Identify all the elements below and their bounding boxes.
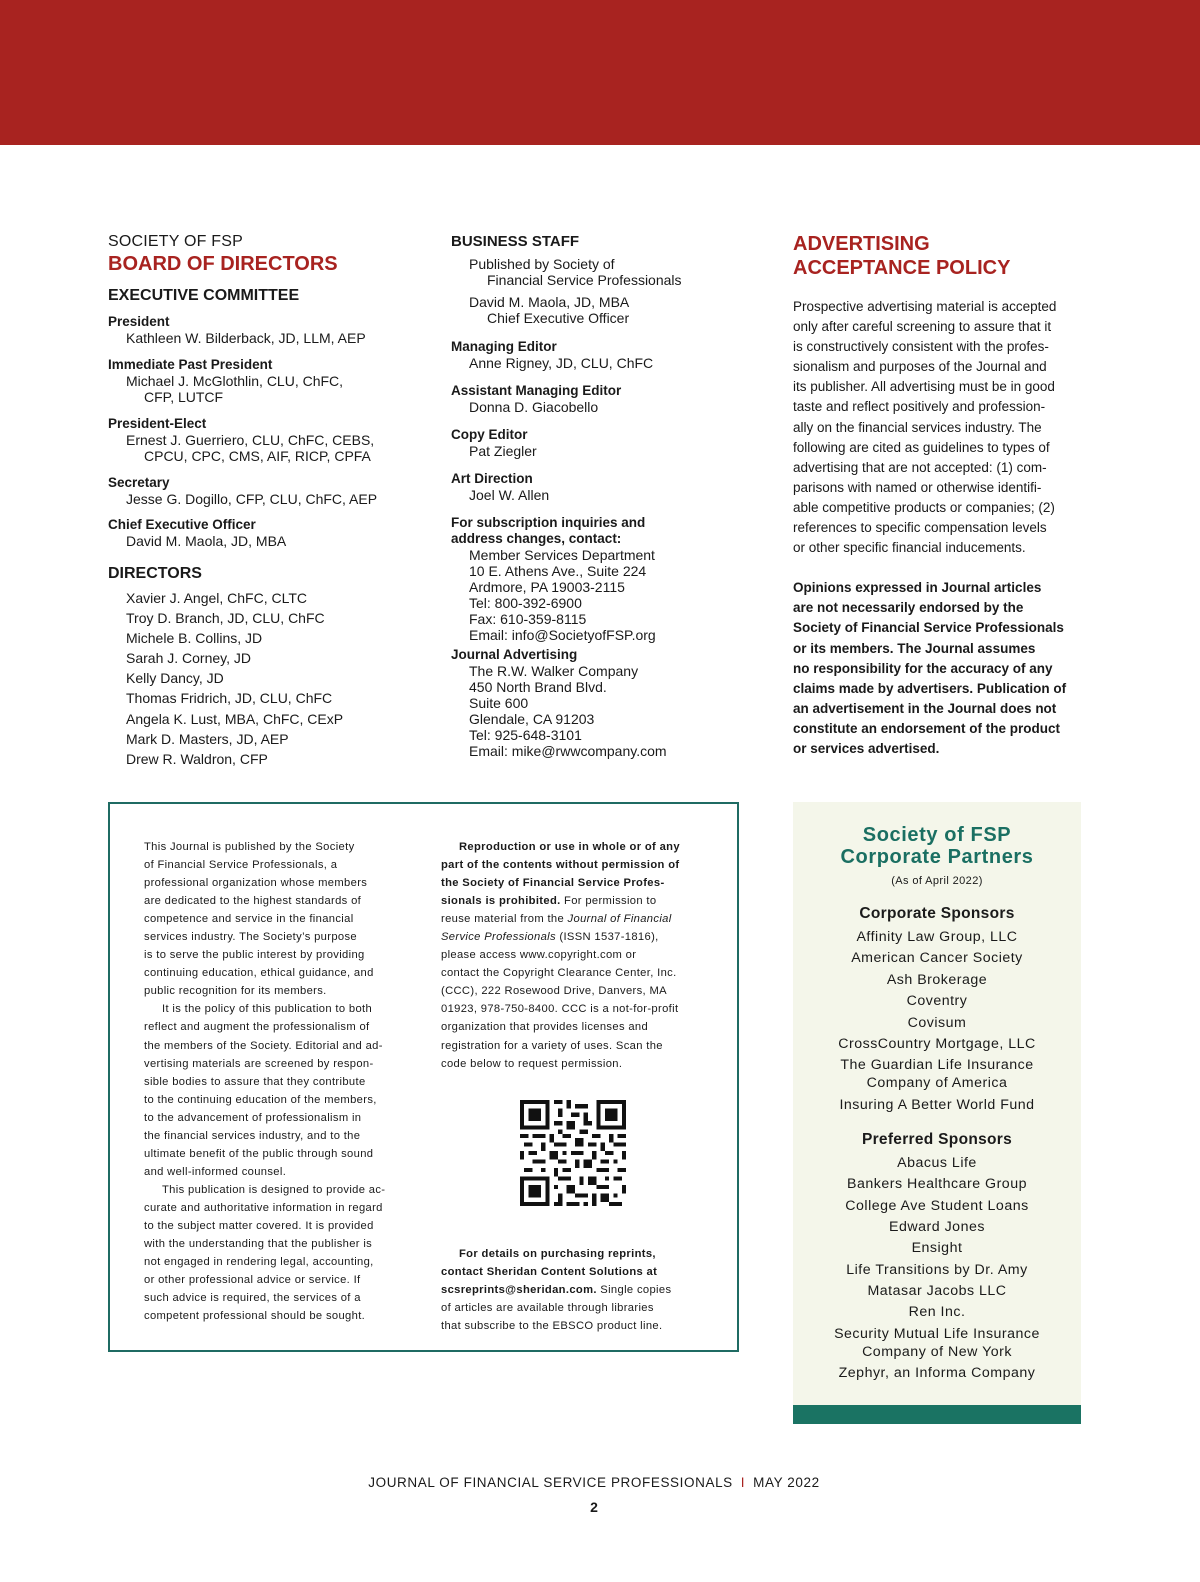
exec-committee-heading: EXECUTIVE COMMITTEE bbox=[108, 287, 300, 304]
partners-footer-bar bbox=[793, 1405, 1081, 1424]
advertising-policy-title: ACCEPTANCE POLICY bbox=[793, 257, 1011, 279]
sponsor-name: American Cancer Society bbox=[851, 950, 1023, 967]
sponsor-name: Bankers Healthcare Group bbox=[847, 1176, 1027, 1193]
notice-right-column bbox=[441, 838, 709, 1335]
reprints-line: that subscribe to the EBSCO product line. bbox=[441, 1319, 663, 1332]
advertising-contact-heading: Journal Advertising bbox=[451, 647, 578, 662]
subscription-line: Fax: 610-359-8115 bbox=[469, 611, 587, 627]
advertising-contact-line: Glendale, CA 91203 bbox=[469, 711, 595, 727]
policy-line: ally on the financial services industry. The bbox=[793, 419, 1042, 435]
notice-line: to the advancement of professionalism in bbox=[144, 1111, 362, 1124]
policy-line: or other specific financial inducements. bbox=[793, 540, 1026, 556]
notice-line: not engaged in rendering legal, accounting, bbox=[144, 1256, 374, 1269]
subscription-line: Ardmore, PA 19003-2115 bbox=[469, 579, 625, 595]
page-number: 2 bbox=[590, 1499, 598, 1515]
sponsor-name: Ash Brokerage bbox=[886, 971, 988, 988]
journal-title-italic: Journal of Financial bbox=[567, 913, 672, 926]
notice-line: competence and service in the financial bbox=[144, 913, 354, 926]
sponsor-name: College Ave Student Loans bbox=[845, 1197, 1029, 1214]
reproduction-text: reuse material from the bbox=[441, 913, 568, 926]
notice-line: to the continuing education of the members, bbox=[144, 1093, 377, 1106]
policy-line: sionalism and purposes of the Journal and bbox=[793, 359, 1047, 375]
notice-line: This Journal is published by the Society bbox=[144, 841, 355, 853]
copy-editor-name: Pat Ziegler bbox=[469, 443, 537, 459]
sponsor-name: CrossCountry Mortgage, LLC bbox=[838, 1035, 1036, 1052]
reprints-info bbox=[441, 1245, 709, 1335]
reproduction-line: organization that provides licenses and bbox=[441, 1021, 649, 1034]
exec-person: David M. Maola, JD, MBA bbox=[126, 533, 287, 549]
director-name: Sarah J. Corney, JD bbox=[126, 650, 252, 667]
notice-line: reflect and augment the professionalism of bbox=[144, 1021, 370, 1034]
notice-line: competent professional should be sought. bbox=[144, 1310, 366, 1323]
partners-as-of: (As of April 2022) bbox=[891, 875, 983, 887]
notice-line: professional organization whose members bbox=[144, 877, 368, 890]
exec-list bbox=[108, 314, 438, 550]
preferred-sponsors-heading: Preferred Sponsors bbox=[861, 1130, 1013, 1148]
disclaimer-line: an advertisement in the Journal does not bbox=[793, 700, 1057, 716]
exec-member bbox=[108, 357, 438, 406]
advertising-policy-section bbox=[793, 232, 1085, 759]
policy-line: only after careful screening to assure that it bbox=[793, 319, 1052, 335]
notice-line: It is the policy of this publication to both bbox=[162, 1003, 373, 1016]
issue-date: MAY 2022 bbox=[753, 1475, 820, 1490]
notice-line: such advice is required, the services of a bbox=[144, 1292, 361, 1305]
exec-person: Jesse G. Dogillo, CFP, CLU, ChFC, AEP bbox=[126, 490, 378, 507]
directors-heading: DIRECTORS bbox=[108, 564, 202, 582]
exec-role: Chief Executive Officer bbox=[108, 517, 256, 532]
art-direction-name: Joel W. Allen bbox=[469, 487, 550, 503]
director-name: Xavier J. Angel, ChFC, CLTC bbox=[126, 589, 308, 606]
reprints-text: Single copies bbox=[596, 1283, 672, 1296]
disclaimer-line: Society of Financial Service Professionals bbox=[793, 620, 1064, 636]
directors-list bbox=[108, 590, 438, 768]
page-footer bbox=[0, 1474, 1188, 1492]
reproduction-line bbox=[441, 892, 709, 910]
exec-role: Secretary bbox=[108, 474, 170, 490]
exec-role: President-Elect bbox=[108, 415, 207, 431]
notice-line: vertising materials are screened by respon- bbox=[144, 1057, 374, 1070]
notice-line: with the understanding that the publisher is bbox=[144, 1238, 373, 1251]
exec-person-cont: CFP, LUTCF bbox=[144, 389, 224, 405]
notice-line: the members of the Society. Editorial and ad- bbox=[144, 1039, 383, 1052]
exec-person: Ernest J. Guerriero, CLU, ChFC, CEBS, bbox=[126, 431, 375, 448]
exec-role: President bbox=[108, 314, 170, 329]
reprints-line: contact Sheridan Content Solutions at bbox=[441, 1265, 658, 1278]
director-name: Angela K. Lust, MBA, ChFC, CExP bbox=[126, 710, 344, 727]
policy-line: is constructively consistent with the profes- bbox=[793, 339, 1049, 355]
business-staff-heading: BUSINESS STAFF bbox=[451, 233, 580, 250]
sponsor-name: Ensight bbox=[911, 1240, 963, 1257]
reproduction-line: contact the Copyright Clearance Center, Inc. bbox=[441, 967, 677, 980]
reproduction-line: the Society of Financial Service Profes- bbox=[441, 877, 665, 890]
managing-editor-role: Managing Editor bbox=[451, 339, 557, 354]
policy-line: references to specific compensation levels bbox=[793, 520, 1047, 536]
policy-line: advertising that are not accepted: (1) com- bbox=[793, 459, 1047, 475]
notice-line: curate and authoritative information in regard bbox=[144, 1201, 383, 1214]
assistant-editor-name: Donna D. Giacobello bbox=[469, 399, 599, 415]
sponsor-name: Zephyr, an Informa Company bbox=[838, 1365, 1036, 1382]
journal-title-italic: Service Professionals bbox=[441, 931, 556, 944]
publisher-line: Financial Service Professionals bbox=[487, 272, 682, 288]
ceo-title: Chief Executive Officer bbox=[487, 310, 630, 326]
director-name: Kelly Dancy, JD bbox=[126, 670, 224, 687]
notice-line: of Financial Service Professionals, a bbox=[144, 859, 338, 872]
sponsor-name: Affinity Law Group, LLC bbox=[856, 929, 1018, 945]
exec-member bbox=[108, 314, 438, 347]
subscription-line: Member Services Department bbox=[469, 547, 655, 563]
reprints-line bbox=[441, 1281, 709, 1299]
copy-editor-role: Copy Editor bbox=[451, 427, 528, 442]
reproduction-line bbox=[441, 928, 709, 946]
advertising-contact-line: 450 North Brand Blvd. bbox=[469, 679, 607, 695]
qr-code-icon[interactable] bbox=[520, 1100, 626, 1206]
exec-member bbox=[108, 517, 438, 550]
journal-name: JOURNAL OF FINANCIAL SERVICE PROFESSIONALS bbox=[368, 1475, 733, 1490]
exec-role: Immediate Past President bbox=[108, 356, 273, 372]
sponsor-name: Insuring A Better World Fund bbox=[839, 1096, 1035, 1113]
reproduction-bold: sionals is prohibited. bbox=[441, 895, 561, 908]
sponsor-name: Security Mutual Life Insurance Company of New York bbox=[834, 1325, 1040, 1360]
reproduction-line: registration for a variety of uses. Scan the bbox=[441, 1039, 663, 1052]
reproduction-text: (ISSN 1537-1816), bbox=[555, 931, 659, 944]
partners-content bbox=[793, 824, 1081, 1386]
subscription-line: 10 E. Athens Ave., Suite 224 bbox=[469, 563, 647, 579]
notice-line: or other professional advice or service. If bbox=[144, 1274, 361, 1287]
director-name: Thomas Fridrich, JD, CLU, ChFC bbox=[126, 690, 333, 707]
advertising-contact-email: Email: mike@rwwcompany.com bbox=[469, 743, 667, 759]
reproduction-line: code below to request permission. bbox=[441, 1057, 623, 1070]
director-name: Mark D. Masters, JD, AEP bbox=[126, 730, 289, 747]
sponsor-name: Matasar Jacobs LLC bbox=[867, 1283, 1007, 1300]
corporate-sponsors-heading: Corporate Sponsors bbox=[859, 905, 1015, 922]
exec-member bbox=[108, 475, 438, 508]
notice-line: the financial services industry, and to the bbox=[144, 1129, 361, 1142]
corporate-partners-panel bbox=[793, 802, 1081, 1424]
policy-line: taste and reflect positively and profession- bbox=[793, 399, 1046, 415]
reproduction-line: 01923, 978-750-8400. CCC is a not-for-profit bbox=[441, 1003, 679, 1016]
advertising-policy-body bbox=[793, 297, 1085, 558]
ceo-name: David M. Maola, JD, MBA bbox=[469, 294, 630, 310]
subscription-heading: For subscription inquiries and bbox=[451, 515, 646, 530]
policy-line: parisons with named or otherwise identifi- bbox=[793, 479, 1042, 495]
advertising-policy-title: ADVERTISING bbox=[793, 233, 930, 255]
sponsor-name: Coventry bbox=[906, 993, 968, 1010]
sponsor-name: Abacus Life bbox=[897, 1154, 977, 1171]
disclaimer-line: Opinions expressed in Journal articles bbox=[793, 580, 1042, 596]
exec-member bbox=[108, 416, 438, 465]
managing-editor-name: Anne Rigney, JD, CLU, ChFC bbox=[469, 355, 654, 371]
reproduction-line: please access www.copyright.com or bbox=[441, 949, 637, 962]
notice-line: sible bodies to assure that they contribute bbox=[144, 1075, 366, 1088]
partners-title: Society of FSP bbox=[862, 824, 1012, 846]
subscription-line: Tel: 800-392-6900 bbox=[469, 595, 582, 611]
footer-separator: I bbox=[740, 1475, 746, 1490]
advertising-contact-line: The R.W. Walker Company bbox=[469, 663, 639, 679]
subscription-heading: address changes, contact: bbox=[451, 531, 622, 546]
publisher-line: Published by Society of bbox=[469, 256, 615, 272]
notice-line: and well-informed counsel. bbox=[144, 1165, 287, 1178]
exec-person: Michael J. McGlothlin, CLU, ChFC, bbox=[126, 372, 344, 389]
disclaimer-line: or its members. The Journal assumes bbox=[793, 640, 1036, 656]
notice-line: This publication is designed to provide ac- bbox=[162, 1183, 386, 1196]
sponsor-name: Covisum bbox=[907, 1014, 967, 1031]
advertising-contact-line: Tel: 925-648-3101 bbox=[469, 727, 582, 743]
notice-line: are dedicated to the highest standards of bbox=[144, 895, 362, 908]
art-direction-role: Art Direction bbox=[451, 471, 533, 486]
director-name: Michele B. Collins, JD bbox=[126, 629, 263, 646]
publication-notice-box bbox=[108, 802, 739, 1352]
notice-line: ultimate benefit of the public through sound bbox=[144, 1147, 374, 1160]
sponsor-name: Edward Jones bbox=[889, 1218, 985, 1235]
policy-line: able competitive products or companies; (2) bbox=[793, 499, 1055, 515]
reproduction-text: For permission to bbox=[560, 895, 657, 908]
policy-line: Prospective advertising material is accepted bbox=[793, 299, 1057, 314]
sponsor-name: Life Transitions by Dr. Amy bbox=[846, 1261, 1028, 1278]
partners-title: Corporate Partners bbox=[840, 846, 1034, 868]
reprints-line: For details on purchasing reprints, bbox=[459, 1247, 656, 1260]
board-title: BOARD OF DIRECTORS bbox=[108, 253, 338, 275]
reproduction-line bbox=[441, 910, 709, 928]
notice-left-column bbox=[144, 838, 410, 1325]
reproduction-line: Reproduction or use in whole or of any bbox=[459, 841, 680, 853]
notice-line: continuing education, ethical guidance, and bbox=[144, 967, 374, 980]
board-section bbox=[108, 232, 438, 771]
notice-line: to the subject matter covered. It is provided bbox=[144, 1219, 374, 1232]
disclaimer-line: are not necessarily endorsed by the bbox=[793, 600, 1024, 616]
reprints-email: scsreprints@sheridan.com. bbox=[441, 1283, 597, 1296]
subscription-email: Email: info@SocietyofFSP.org bbox=[469, 627, 656, 643]
header-banner bbox=[0, 0, 1200, 145]
reproduction-line: (CCC), 222 Rosewood Drive, Danvers, MA bbox=[441, 985, 667, 998]
notice-line: is to serve the public interest by providing bbox=[144, 949, 365, 962]
reprints-line: of articles are available through libraries bbox=[441, 1301, 654, 1314]
disclaimer-line: or services advertised. bbox=[793, 740, 940, 756]
sponsor-name: Ren Inc. bbox=[908, 1304, 966, 1321]
disclaimer-line: constitute an endorsement of the product bbox=[793, 720, 1061, 736]
policy-line: following are cited as guidelines to types of bbox=[793, 439, 1050, 455]
assistant-editor-role: Assistant Managing Editor bbox=[451, 383, 622, 398]
business-staff-section bbox=[451, 232, 771, 759]
disclaimer-line: no responsibility for the accuracy of any bbox=[793, 660, 1053, 676]
director-name: Drew R. Waldron, CFP bbox=[126, 751, 268, 767]
advertising-contact-line: Suite 600 bbox=[469, 695, 529, 711]
sponsor-name: The Guardian Life Insurance Company of America bbox=[840, 1057, 1034, 1092]
disclaimer-line: claims made by advertisers. Publication of bbox=[793, 680, 1067, 696]
exec-person-cont: CPCU, CPC, CMS, AIF, RICP, CPFA bbox=[144, 448, 371, 464]
policy-line: its publisher. All advertising must be in good bbox=[793, 379, 1055, 395]
reproduction-line: part of the contents without permission of bbox=[441, 859, 680, 872]
notice-line: public recognition for its members. bbox=[144, 985, 327, 998]
opinion-disclaimer bbox=[793, 578, 1085, 759]
board-kicker: SOCIETY OF FSP bbox=[108, 233, 243, 250]
director-name: Troy D. Branch, JD, CLU, ChFC bbox=[126, 609, 325, 626]
exec-person: Kathleen W. Bilderback, JD, LLM, AEP bbox=[126, 330, 366, 346]
notice-line: services industry. The Society’s purpose bbox=[144, 931, 357, 944]
